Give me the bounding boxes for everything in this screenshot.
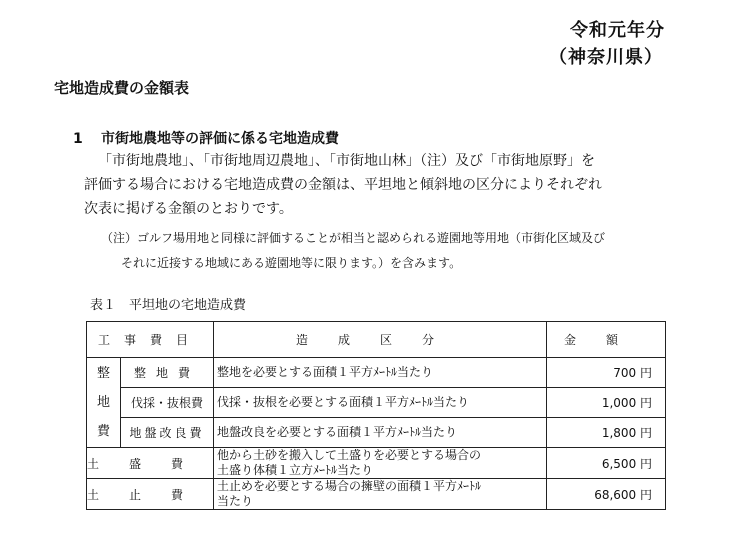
desc-line: 他から土砂を搬入して土盛りを必要とする場合の [217,448,482,462]
header-work-item: 工事費目 [87,322,214,358]
amount-cell: 1,000 円 [547,388,666,418]
table-row [87,418,666,448]
item-cell: 地盤改良費 [121,418,214,448]
note-line-2: それに近接する地域にある遊園地等に限ります。）を含みます。 [121,256,462,270]
prefecture-label: （神奈川県） [549,47,663,68]
group-label-char: 整 [96,366,110,381]
cost-table [86,321,666,510]
table-header-row [87,322,666,358]
desc-line: 当たり [217,494,254,508]
paragraph-line-1: 「市街地農地」、「市街地周辺農地」、「市街地山林」（注）及び「市街地原野」を [98,153,595,169]
amount-cell: 68,600 円 [547,479,666,510]
desc-cell: 伐採・抜根を必要とする面積１平方ﾒｰﾄﾙ当たり [214,388,547,418]
desc-line: 土盛り体積１立方ﾒｰﾄﾙ当たり [217,463,374,477]
amount-cell: 1,800 円 [547,418,666,448]
table-row [87,358,666,388]
amount-cell: 6,500 円 [547,448,666,479]
era-label: 令和元年分 [570,20,665,41]
section-heading [73,128,339,148]
item-cell: 土止費 [87,479,214,510]
table-row [87,448,666,479]
section-number: 1 [73,131,83,147]
header-category: 造成区分 [214,322,547,358]
amount-cell: 700 円 [547,358,666,388]
item-cell: 土盛費 [87,448,214,479]
document-title: 宅地造成費の金額表 [54,79,190,97]
paragraph-line-3: 次表に掲げる金額のとおりです。 [84,201,293,217]
desc-cell [214,479,547,510]
note-line-1: （注）ゴルフ場用地と同様に評価することが相当と認められる遊園地等用地（市街化区域及び [101,231,606,245]
paragraph-line-2: 評価する場合における宅地造成費の金額は、平坦地と傾斜地の区分によりそれぞれ [84,177,602,193]
group-label-grading [87,358,121,448]
desc-line: 土止めを必要とする場合の擁壁の面積１平方ﾒｰﾄﾙ [217,479,482,493]
item-cell: 整地費 [121,358,214,388]
header-amount: 金額 [547,322,666,358]
table-caption: 表１ 平坦地の宅地造成費 [90,298,247,313]
desc-cell [214,448,547,479]
group-label-char: 地 [96,395,110,410]
section-title: 市街地農地等の評価に係る宅地造成費 [101,131,339,147]
table-row [87,479,666,510]
table-row [87,388,666,418]
item-cell: 伐採・抜根費 [121,388,214,418]
desc-cell: 整地を必要とする面積１平方ﾒｰﾄﾙ当たり [214,358,547,388]
desc-cell: 地盤改良を必要とする面積１平方ﾒｰﾄﾙ当たり [214,418,547,448]
group-label-char: 費 [96,424,110,439]
